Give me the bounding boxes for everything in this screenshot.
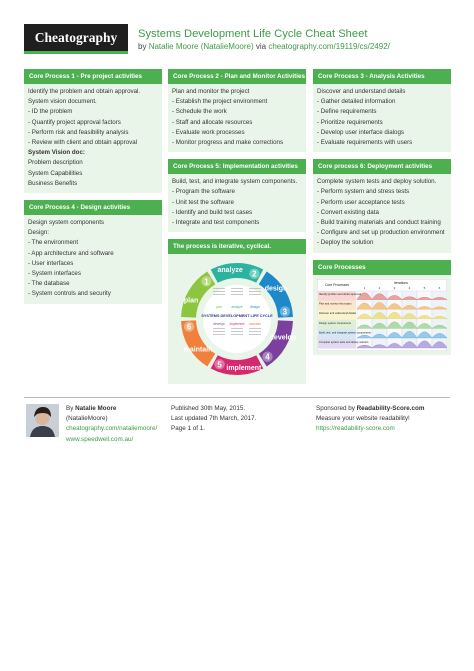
text-line: - Evaluate requirements with users (317, 139, 413, 147)
text-line: Design: (28, 229, 49, 237)
diagram-text-line (249, 328, 261, 329)
diagram-text-line (213, 331, 225, 332)
text-line: Identify the problem and obtain approval. (28, 88, 141, 95)
core-process-4-box (24, 200, 162, 304)
footer-author (66, 404, 157, 445)
diagram-inner-label: implement (229, 322, 245, 327)
cycle-phase-label: maintain (183, 346, 213, 354)
footer-website-link[interactable]: www.speedwell.com.au/ (66, 435, 134, 443)
diagram-center (203, 285, 271, 353)
text-line: Complete system tests and deploy solution. (317, 178, 437, 186)
text-line: Build, test, and integrate system components. (172, 178, 298, 186)
column-1 (24, 69, 162, 311)
footer-author-handle: (NatalieMoore) (66, 415, 108, 423)
text-line: - System interfaces (28, 270, 81, 278)
iteration-number: 5 (423, 285, 426, 290)
text-line-bold: System Vision doc: (28, 149, 85, 157)
core-process-5-box (168, 159, 306, 232)
box-header: Core Process 1 - Pre project activities (24, 69, 162, 84)
process-row-label: Build, test, and integrate system components (319, 331, 371, 335)
text-line: - Build training materials and conduct training (317, 219, 441, 227)
chart-iterations-header: Iterations (394, 280, 408, 285)
text-line: - User interfaces (28, 259, 74, 267)
diagram-center-title: SYSTEMS DEVELOPMENT LIFE CYCLE (201, 314, 273, 319)
text-line: - Staff and allocate resources (172, 118, 253, 126)
text-line: - ID the problem (28, 108, 73, 116)
process-row-label: Design system components (319, 321, 351, 325)
page-title: Systems Development Life Cycle Cheat Sheet (138, 28, 368, 40)
via-text: via (255, 42, 267, 51)
cycle-number: 6 (186, 322, 192, 332)
footer-by: By (66, 405, 74, 412)
iteration-number: 1 (363, 285, 366, 290)
box-header: Core Processes (313, 260, 451, 275)
footer-sponsor-tagline: Measure your website readability! (316, 415, 410, 423)
text-line: - Define requirements (317, 108, 377, 116)
footer-updated: Last updated 7th March, 2017. (171, 415, 257, 423)
cycle-number: 1 (204, 277, 209, 287)
footer-page: Page 1 of 1. (171, 425, 205, 433)
diagram-text-line (231, 331, 243, 332)
text-line: - Monitor progress and make corrections (172, 139, 284, 147)
sdlc-diagram (168, 254, 306, 384)
diagram-text-line (231, 291, 243, 292)
process-row-label: Identify problem and obtain approval (319, 292, 361, 296)
cycle-phase-label: analyze (217, 267, 243, 275)
text-line: - Evaluate work processes (172, 128, 245, 136)
footer-sponsor (316, 404, 425, 435)
text-line: - The database (28, 280, 70, 288)
box-body (168, 174, 306, 232)
text-line: - Review with client and obtain approval (28, 139, 138, 147)
core-process-2-box (168, 69, 306, 152)
box-header: Core Process 3 - Analysis Activities (313, 69, 451, 84)
iteration-number: 3 (393, 285, 396, 290)
footer-sponsor-name: Readability-Score.com (356, 405, 425, 412)
iteration-number: 2 (378, 285, 381, 290)
iteration-number: 6 (438, 285, 441, 290)
text-line: - Develop user interface dialogs (317, 128, 405, 136)
diagram-text-line (249, 291, 261, 292)
author-link[interactable]: Natalie Moore (NatalieMoore) (148, 42, 254, 51)
diagram-inner-label: design (250, 305, 260, 310)
text-line: - Gather detailed information (317, 98, 396, 106)
cycle-phase-label: plan (183, 297, 199, 305)
diagram-text-line (249, 294, 261, 295)
core-process-1-box (24, 69, 162, 193)
box-header: Core Process 2 - Plan and Monitor Activities (168, 69, 306, 84)
text-line: - Schedule the work (172, 108, 227, 116)
diagram-inner-label: plan (215, 305, 223, 310)
sheet-url-link[interactable]: cheatography.com/19119/cs/2492/ (268, 42, 390, 51)
diagram-text-line (213, 334, 225, 335)
by-prefix: by (138, 42, 147, 51)
footer-dates (171, 404, 256, 435)
cycle-number: 4 (265, 352, 270, 362)
text-line: - Prioritize requirements (317, 118, 383, 126)
box-header: Core Process 4 - Design activities (24, 200, 162, 215)
diagram-inner-label: maintain (248, 322, 262, 327)
diagram-text-line (213, 291, 225, 292)
column-3 (313, 69, 451, 362)
text-line: Design system components (28, 219, 105, 227)
text-line: - System controls and security (28, 290, 111, 298)
cycle-phase-label: implement (226, 365, 262, 373)
process-row-label: Complete system tests and deploy solution (319, 340, 369, 344)
box-body (24, 84, 162, 193)
diagram-text-line (213, 328, 225, 329)
text-line: System vision document. (28, 98, 97, 106)
chart-grid (318, 286, 447, 349)
iterations-graphic (317, 279, 447, 351)
text-line: - Integrate and test components (172, 219, 260, 227)
process-row-label: Plan and monitor the project (319, 302, 352, 306)
column-2 (168, 69, 306, 391)
diagram-text-line (231, 288, 243, 289)
text-line: - Program the software (172, 188, 235, 196)
text-line: - Establish the project environment (172, 98, 268, 106)
box-body (313, 84, 451, 152)
iteration-number: 4 (408, 285, 411, 290)
text-line: - App architecture and software (28, 249, 114, 257)
diagram-text-line (231, 328, 243, 329)
text-line: - Quantify project approval factors (28, 118, 121, 126)
text-line: Business Benefits (28, 179, 78, 187)
box-header: Core process 6: Deployment activities (313, 159, 451, 174)
diagram-inner-label: analyze (231, 305, 243, 310)
diagram-text-line (249, 334, 261, 335)
text-line: - The environment (28, 239, 79, 247)
cycle-number: 2 (252, 269, 257, 279)
cycle-number: 5 (217, 360, 222, 370)
text-line: Problem description (28, 159, 83, 167)
text-line: - Unit test the software (172, 198, 234, 206)
footer-published: Published 30th May, 2015. (171, 405, 246, 412)
text-line: Plan and monitor the project (172, 88, 250, 95)
cycle-phase-label: develop (269, 334, 297, 342)
author-avatar (26, 404, 59, 437)
text-line: - Convert existing data (317, 208, 379, 216)
text-line: - Perform user acceptance tests (317, 198, 405, 206)
cycle-phase-label: design (264, 285, 288, 293)
diagram-text-line (213, 288, 225, 289)
diagram-text-line (231, 294, 243, 295)
text-line: - Identify and build test cases (172, 208, 253, 216)
box-body (313, 174, 451, 252)
footer-sponsor-prefix: Sponsored by (316, 405, 355, 412)
core-process-6-box (313, 159, 451, 252)
diagram-text-line (213, 294, 225, 295)
footer-author-link[interactable]: cheatography.com/nataliemoore/ (66, 425, 158, 433)
diagram-inner-label: develop (213, 322, 225, 327)
text-line: - Perform system and stress tests (317, 188, 410, 196)
text-line: - Deploy the solution (317, 239, 374, 247)
cycle-number: 3 (282, 307, 288, 317)
box-header: The process is iterative, cyclical. (168, 239, 306, 254)
cheatography-logo[interactable]: Cheatography (24, 24, 128, 54)
diagram-text-line (249, 288, 261, 289)
chart-col-header: Core Processes (324, 282, 350, 287)
footer-sponsor-link[interactable]: https://readability-score.com (316, 425, 395, 433)
text-line: Discover and understand details (317, 88, 406, 95)
core-processes-box (313, 260, 451, 355)
text-line: - Perform risk and feasibility analysis (28, 128, 129, 136)
core-processes-chart (313, 275, 451, 355)
core-process-3-box (313, 69, 451, 152)
footer-author-name: Natalie Moore (75, 405, 117, 412)
footer-divider (24, 397, 450, 398)
diagram-text-line (249, 331, 261, 332)
diagram-text-line (231, 334, 243, 335)
process-row-label: Discover and understand details (319, 311, 357, 315)
iterative-process-box (168, 239, 306, 384)
box-body (24, 215, 162, 304)
sdlc-cycle-graphic (172, 258, 302, 380)
byline (138, 42, 390, 51)
box-body (168, 84, 306, 152)
box-header: Core Process 5: Implementation activities (168, 159, 306, 174)
text-line: System Capabilities (28, 169, 83, 177)
text-line: - Configure and set up production environment (317, 229, 445, 237)
